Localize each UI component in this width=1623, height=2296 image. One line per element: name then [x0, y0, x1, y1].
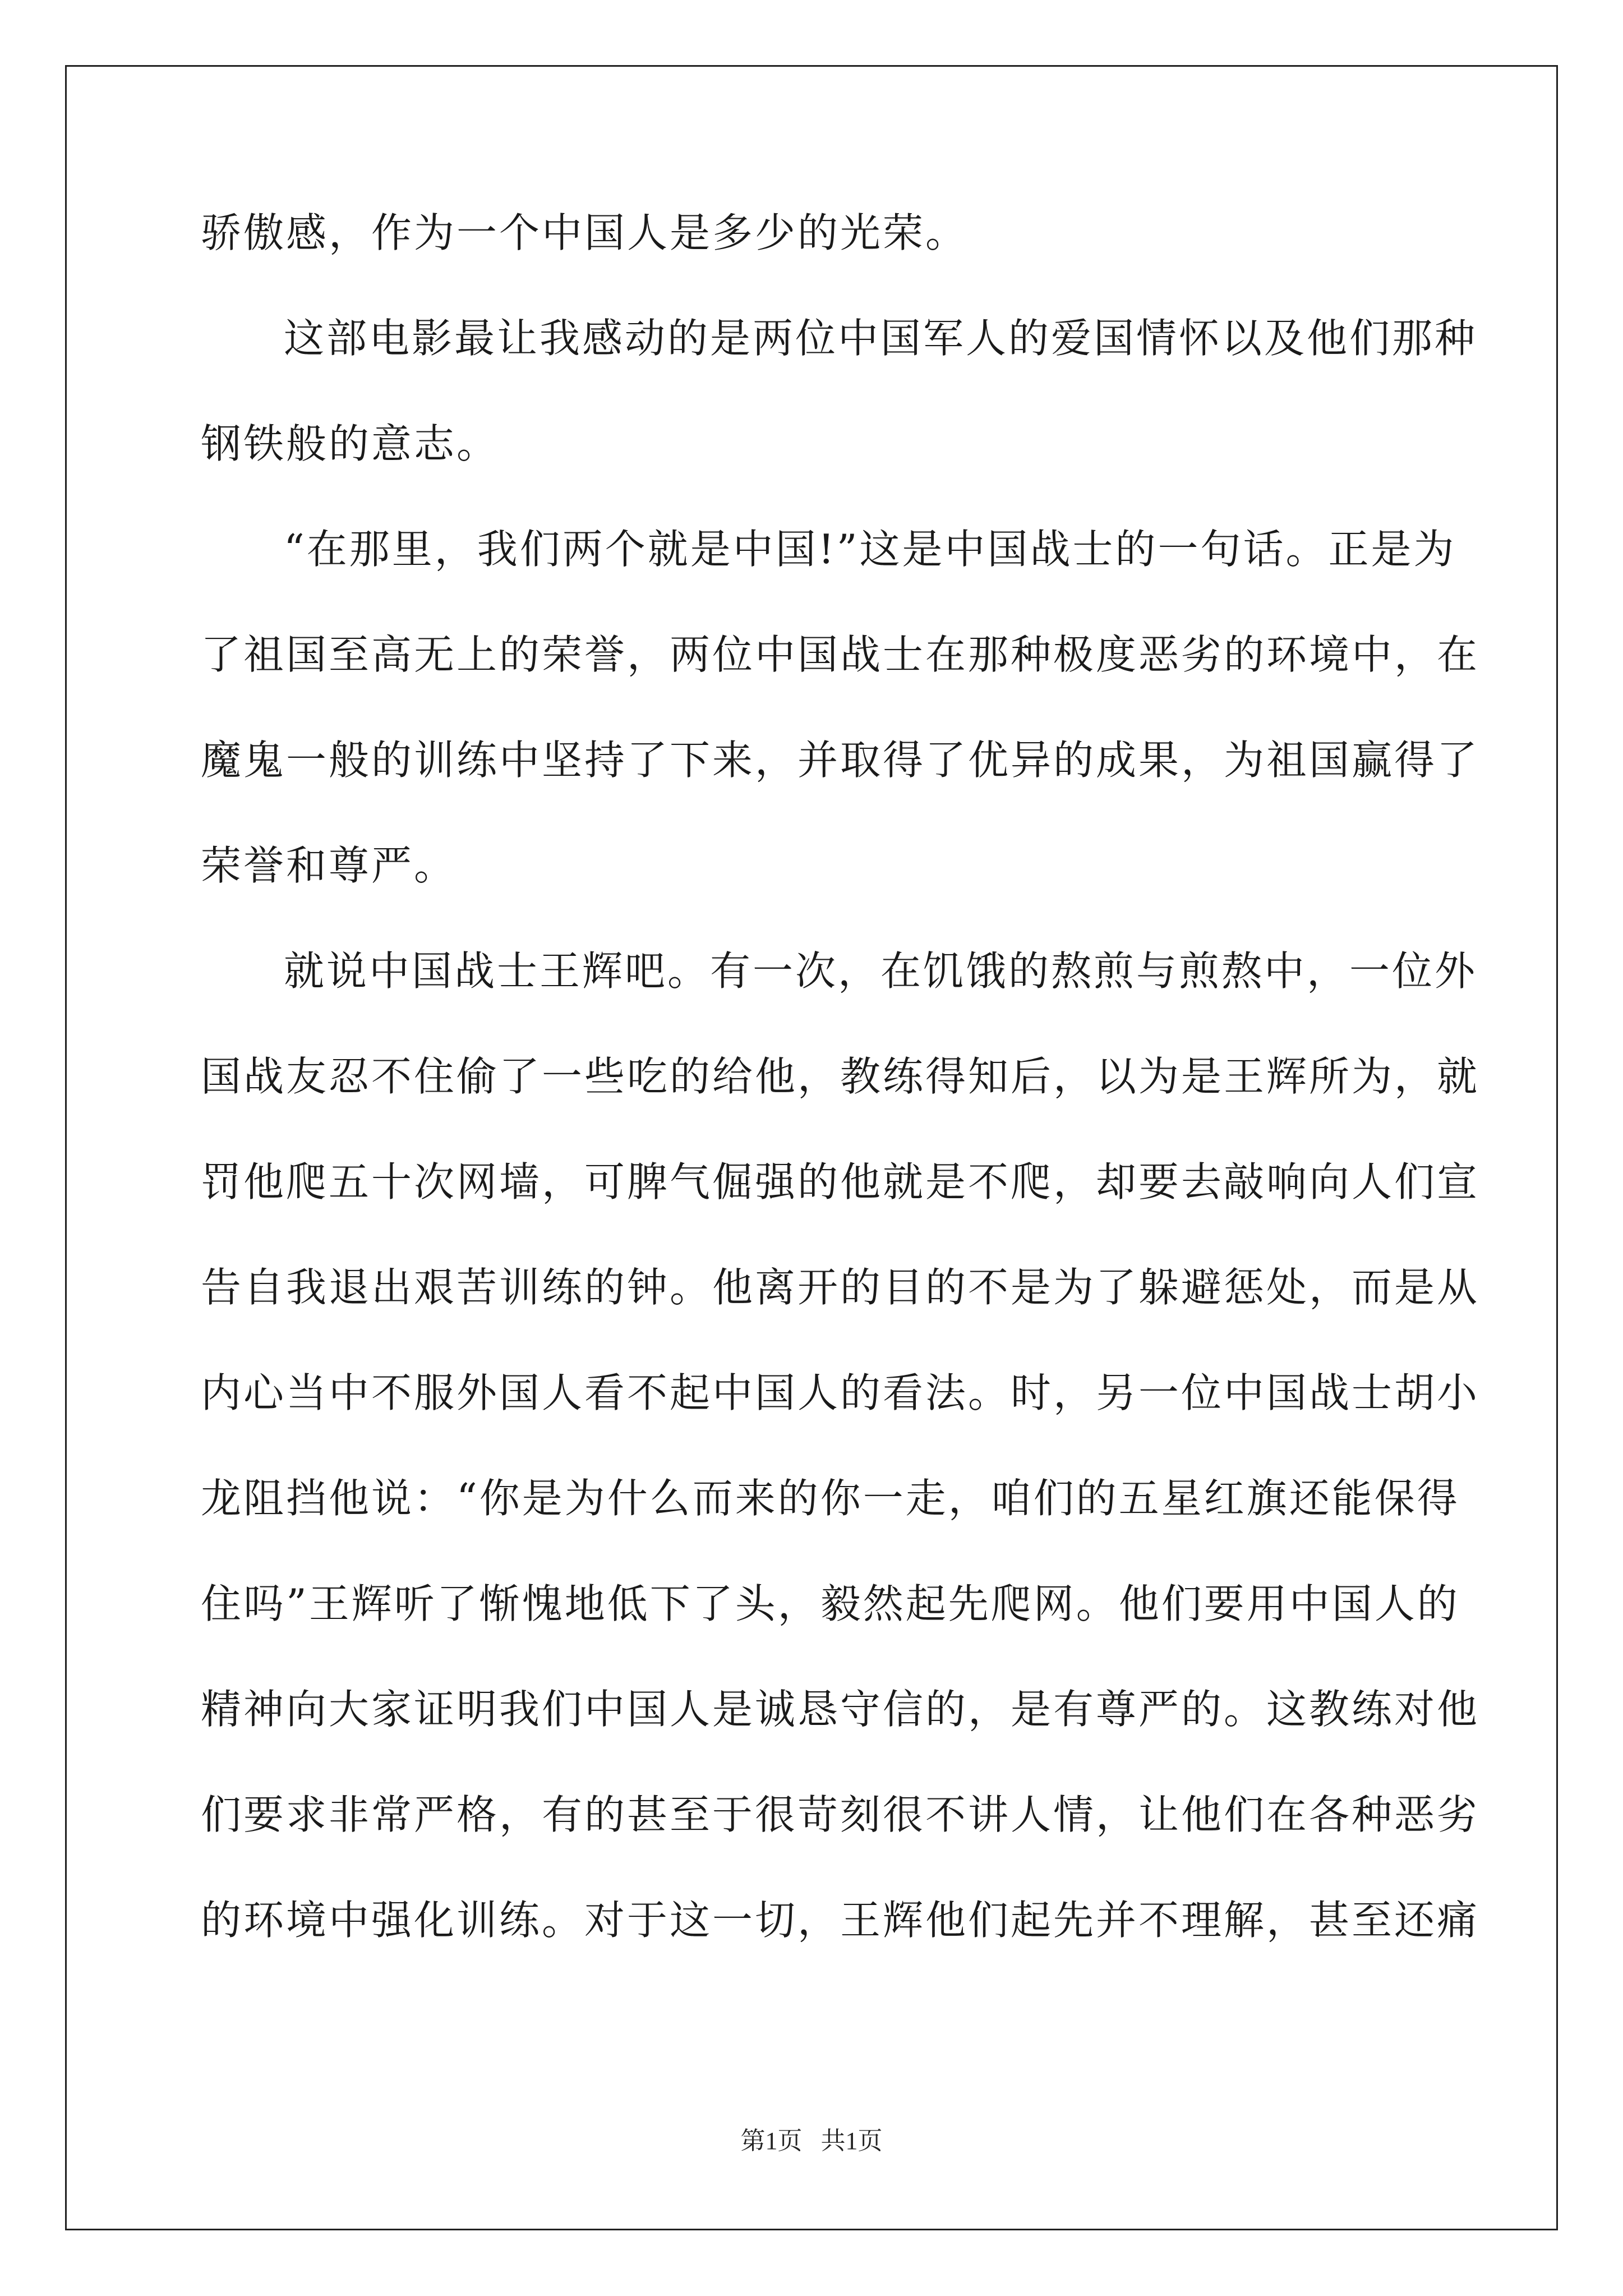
page-number-footer: 第1页 共1页 — [740, 2127, 883, 2155]
text-line: 住吗”王辉听了惭愧地低下了头，毅然起先爬网。他们要用中国人的 — [201, 1580, 1460, 1627]
text-line: 龙阻挡他说：“你是为什么而来的你一走，咱们的五星红旗还能保得 — [201, 1475, 1460, 1522]
text-line: 国战友忍不住偷了一些吃的给他，教练得知后，以为是王辉所为，就 — [201, 1053, 1480, 1100]
text-line: 了祖国至高无上的荣誉，两位中国战士在那种极度恶劣的环境中，在 — [201, 631, 1480, 678]
text-line: 钢铁般的意志。 — [201, 420, 500, 467]
text-line: 就说中国战士王辉吧。有一次，在饥饿的熬煎与煎熬中，一位外 — [284, 947, 1478, 995]
text-line: 们要求非常严格，有的甚至于很苛刻很不讲人情，让他们在各种恶劣 — [201, 1791, 1480, 1838]
text-line: 骄傲感，作为一个中国人是多少的光荣。 — [201, 209, 969, 256]
text-line: 荣誉和尊严。 — [201, 842, 457, 889]
text-line: 这部电影最让我感动的是两位中国军人的爱国情怀以及他们那种 — [284, 315, 1478, 362]
text-line: 的环境中强化训练。对于这一切，王辉他们起先并不理解，甚至还痛 — [201, 1897, 1480, 1944]
text-line: 罚他爬五十次网墙，可脾气倔强的他就是不爬，却要去敲响向人们宣 — [201, 1158, 1480, 1205]
text-line: 告自我退出艰苦训练的钟。他离开的目的不是为了躲避惩处，而是从 — [201, 1264, 1480, 1311]
text-line: 魔鬼一般的训练中坚持了下来，并取得了优异的成果，为祖国赢得了 — [201, 737, 1480, 784]
text-line: 内心当中不服外国人看不起中国人的看法。时，另一位中国战士胡小 — [201, 1369, 1480, 1416]
text-line: 精神向大家证明我们中国人是诚恳守信的，是有尊严的。这教练对他 — [201, 1686, 1480, 1733]
text-line: “在那里，我们两个就是中国!”这是中国战士的一句话。正是为 — [284, 526, 1456, 573]
